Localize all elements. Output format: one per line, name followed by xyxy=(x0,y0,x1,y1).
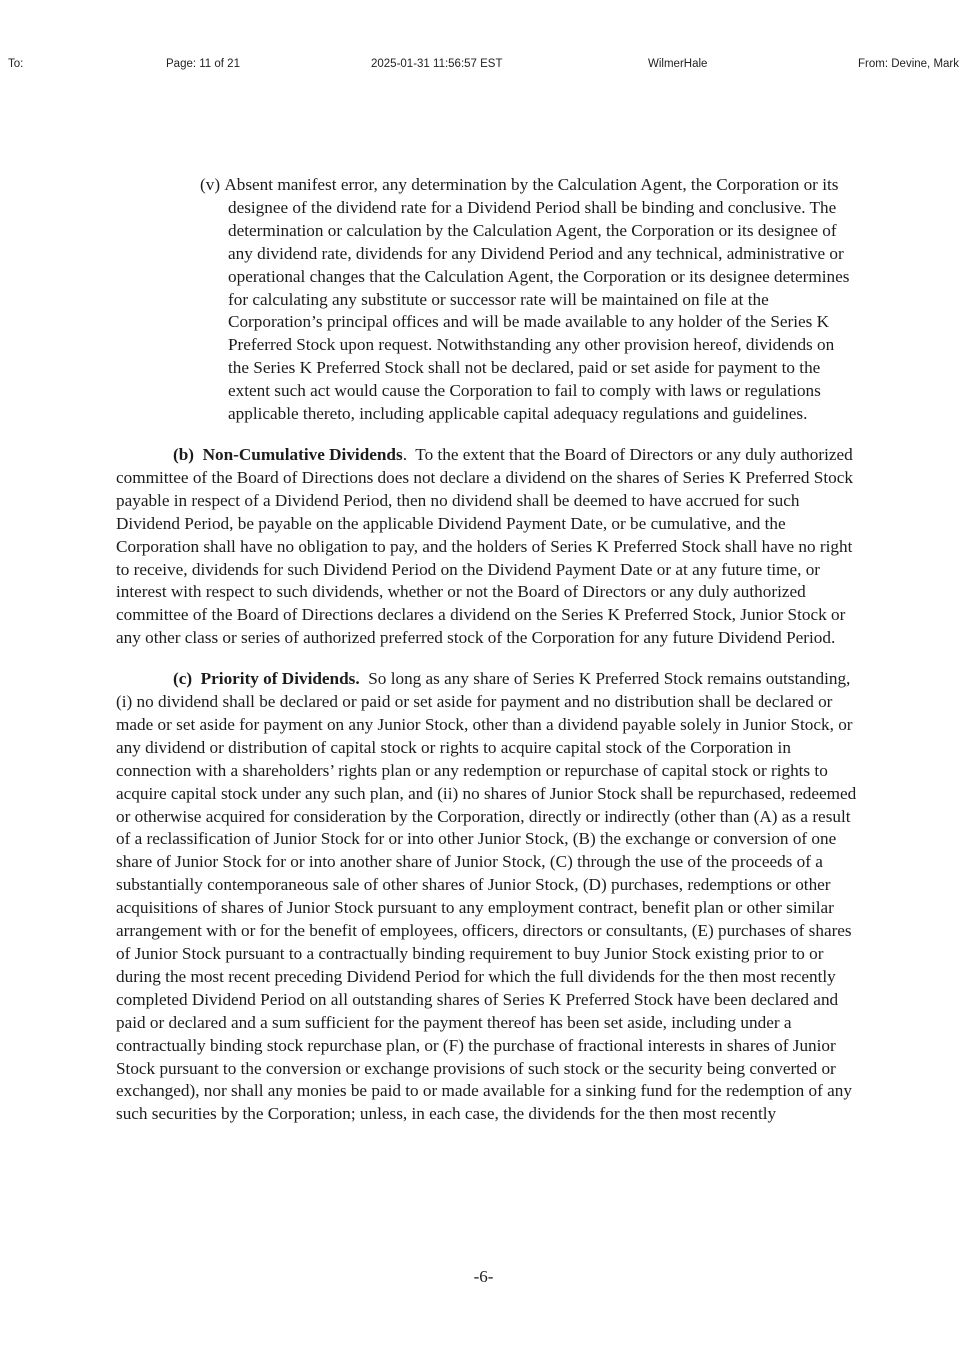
section-c-heading: Priority of Dividends. xyxy=(200,669,360,689)
fax-timestamp: 2025-01-31 11:56:57 EST xyxy=(371,58,503,70)
document-body xyxy=(116,174,857,1126)
section-b: (b) Non-Cumulative Dividends. To the extent that the Board of Directors or any duly authorized committee of the Board of Directions does not declare a dividend on the shares of Series K Preferred Stock payable in respect of a Dividend Period, then no dividend shall be deemed to have accrued for such Dividend Period, be payable on the applicable Dividend Payment Date, or be cumulative, and the Corporation shall have no obligation to pay, and the holders of Series K Preferred Stock shall have no right to receive, dividends for such Dividend Period on the Dividend Payment Date or at any future time, or interest with respect to such dividends, whether or not the Board of Directors or any duly authorized committee of the Board of Directions declares a dividend on the Series K Preferred Stock, Junior Stock or any other class or series of authorized preferred stock of the Corporation for any future Dividend Period. xyxy=(116,444,853,648)
page-number: -6- xyxy=(473,1267,494,1286)
fax-firm: WilmerHale xyxy=(648,58,708,70)
clause-v-text: Absent manifest error, any determination by the Calculation Agent, the Corporation or its designee of the dividend rate for a Dividend Period shall be binding and conclusive. The determination or calculation by the Calculation Agent, the Corporation or its designee of any dividend rate, dividends for any Dividend Period and any technical, administrative or operational changes that the Calculation Agent, the Corporation or its designee determines for calculating any substitute or successor rate will be maintained on file at the Corporation’s principal offices and will be made available to any holder of the Series K Preferred Stock upon request. Notwithstanding any other provision hereof, dividends on the Series K Preferred Stock shall not be declared, paid or set aside for payment to the extent such act would cause the Corporation to fail to comply with laws or regulations applicable thereto, including applicable capital adequacy regulations and guidelines. xyxy=(224,175,850,424)
clause-v xyxy=(200,174,857,426)
fax-from: From: Devine, Mark xyxy=(858,58,959,70)
clause-v-marker: (v) xyxy=(200,175,221,194)
fax-header xyxy=(0,58,967,74)
section-c-label: (c) xyxy=(173,669,193,689)
section-c-text: So long as any share of Series K Preferred Stock remains outstanding, (i) no dividend shall be declared or paid or set aside for payment and no distribution shall be declared or made or set aside for payment on any Junior Stock, other than a dividend payable solely in Junior Stock, or any dividend or distribution of capital stock or rights to acquire capital stock of the Corporation in connection with a shareholders’ rights plan or any redemption or repurchase of capital stock or rights to acquire capital stock under any such plan, and (ii) no shares of Junior Stock shall be repurchased, redeemed or otherwise acquired for consideration by the Corporation, directly or indirectly (other than (A) as a result of a reclassification of Junior Stock for or into other Junior Stock, (B) the exchange or conversion of one share of Junior Stock for or into another share of Junior Stock, (C) through the use of the proceeds of a substantially contemporaneous sale of other shares of Junior Stock, (D) purchases, redemptions or other acquisitions of shares of Junior Stock pursuant to any employment contract, benefit plan or other similar arrangement with or for the benefit of employees, officers, directors or consultants, (E) purchases of shares of Junior Stock pursuant to a contractually binding requirement to buy Junior Stock existing prior to or during the most recent preceding Dividend Period for which the full dividends for the then most recently completed Dividend Period on all outstanding shares of Series K Preferred Stock have been declared and paid or declared and a sum sufficient for the payment thereof has been set aside, including under a contractually binding stock repurchase plan, or (F) the purchase of fractional interests in shares of Junior Stock pursuant to the conversion or exchange provisions of such stock or the security being converted or exchanged), nor shall any monies be paid to or made available for a sinking fund for the redemption of any such securities by the Corporation; unless, in each case, the dividends for the then most recently xyxy=(116,669,857,1124)
section-b-text: To the extent that the Board of Directors or any duly authorized committee of the Board of Directions does not declare a dividend on the shares of Series K Preferred Stock payable in respect of a Dividend Period, then no dividend shall be deemed to have accrued for such Dividend Period, be payable on the applicable Dividend Payment Date, or be cumulative, and the Corporation shall have no obligation to pay, and the holders of Series K Preferred Stock shall have no right to receive, dividends for such Dividend Period on the Dividend Payment Date or at any future time, or interest with respect to such dividends, whether or not the Board of Directors or any duly authorized committee of the Board of Directions declares a dividend on the Series K Preferred Stock, Junior Stock or any other class or series of authorized preferred stock of the Corporation for any future Dividend Period. xyxy=(116,444,853,648)
section-b-label: (b) xyxy=(173,444,195,464)
section-c xyxy=(116,668,857,1126)
fax-page-count: Page: 11 of 21 xyxy=(166,58,240,70)
section-b-heading: Non-Cumulative Dividends xyxy=(202,444,403,464)
fax-to: To: xyxy=(8,58,24,70)
